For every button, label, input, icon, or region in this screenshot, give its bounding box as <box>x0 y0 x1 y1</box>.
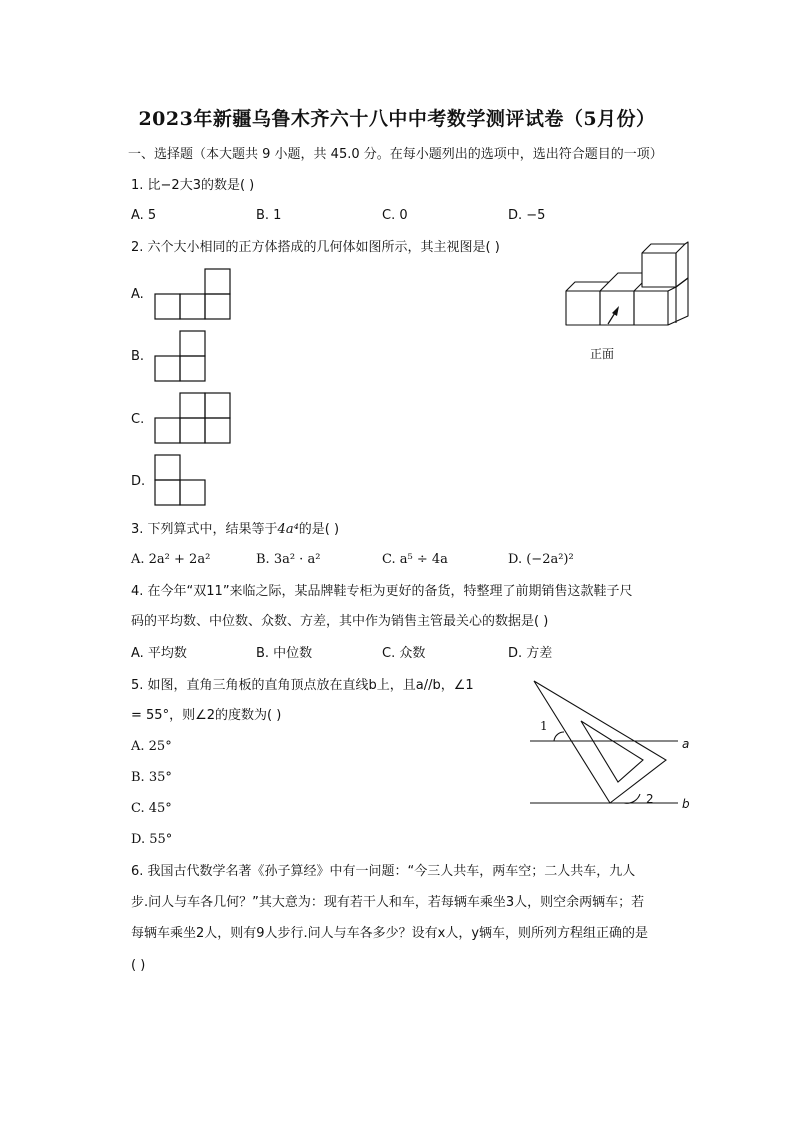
inner-triangle <box>581 721 643 782</box>
q4-option-d: D. 方差 <box>508 646 553 661</box>
angle-1-arc <box>554 732 564 741</box>
question-6-line-1: 6. 我国古代数学名著《孙子算经》中有一问题：“今三人共车，两车空；二人共车，九人 <box>131 864 636 879</box>
q1-option-a: A. 5 <box>131 208 157 223</box>
question-4-line-1: 4. 在今年“双11”来临之际，某品牌鞋专柜为更好的备货，特整理了前期销售这款鞋子尺 <box>131 584 633 599</box>
q5-option-c: C. 45° <box>131 801 172 816</box>
q3-option-b: B. 3a² · a² <box>256 552 321 567</box>
q2-option-a-figure <box>154 268 234 320</box>
section-heading: 一、选择题（本大题共 9 小题，共 45.0 分。在每小题列出的选项中，选出符合题目的一项） <box>128 147 663 162</box>
line-b-label: b <box>682 797 690 811</box>
q2-option-c-label: C. <box>131 412 145 427</box>
q5-triangle-figure <box>526 676 696 816</box>
q2-option-d-label: D. <box>131 474 146 489</box>
question-5-line-1: 5. 如图，直角三角板的直角顶点放在直线b上，且a//b，∠1 <box>131 678 474 693</box>
q5-option-a: A. 25° <box>131 739 172 754</box>
q3-option-c: C. a⁵ ÷ 4a <box>382 552 448 567</box>
q3-stem-part-2: 的是( ) <box>298 522 340 537</box>
q3-option-a: A. 2a² + 2a² <box>131 552 211 567</box>
q2-option-c-figure <box>154 392 232 446</box>
q2-option-b-figure <box>154 330 208 384</box>
q1-option-d: D. −5 <box>508 208 546 223</box>
angle-2-label: 2 <box>646 792 654 806</box>
front-label: 正面 <box>590 347 615 361</box>
q3-stem-part-1: 3. 下列算式中，结果等于 <box>131 522 278 537</box>
q1-option-c: C. 0 <box>382 208 408 223</box>
question-2-stem: 2. 六个大小相同的正方体搭成的几何体如图所示，其主视图是( ) <box>131 240 500 255</box>
q4-option-a: A. 平均数 <box>131 646 187 661</box>
question-3-stem <box>131 520 339 540</box>
page-title: 2023年新疆乌鲁木齐六十八中中考数学测评试卷（5月份） <box>138 108 656 130</box>
angle-2-arc <box>624 794 640 803</box>
q4-option-c: C. 众数 <box>382 646 426 661</box>
q2-cube-solid-figure <box>562 238 692 364</box>
q3-option-d: D. (−2a²)² <box>508 552 574 567</box>
question-4-line-2: 码的平均数、中位数、众数、方差，其中作为销售主管最关心的数据是( ) <box>131 614 549 629</box>
q2-option-d-figure <box>154 454 208 508</box>
question-6-line-4: ( ) <box>131 958 146 973</box>
q2-option-b-label: B. <box>131 349 145 364</box>
line-a-label: a <box>682 737 690 751</box>
q4-option-b: B. 中位数 <box>256 646 313 661</box>
q2-option-a-label: A. <box>131 287 144 302</box>
angle-1-label: 1 <box>540 719 548 733</box>
question-6-line-3: 每辆车乘坐2人，则有9人步行.问人与车各多少？设有x人，y辆车，则所列方程组正确的是 <box>131 926 649 941</box>
q3-stem-expression: 4a⁴ <box>277 522 299 537</box>
q1-option-b: B. 1 <box>256 208 282 223</box>
question-6-line-2: 步.问人与车各几何？”其大意为：现有若干人和车，若每辆车乘坐3人，则空余两辆车；若 <box>131 895 645 910</box>
q5-option-b: B. 35° <box>131 770 172 785</box>
outer-triangle <box>534 681 666 803</box>
question-5-line-2: = 55°，则∠2的度数为( ) <box>131 708 282 723</box>
question-1-stem: 1. 比−2大3的数是( ) <box>131 178 255 193</box>
q5-option-d: D. 55° <box>131 832 173 847</box>
